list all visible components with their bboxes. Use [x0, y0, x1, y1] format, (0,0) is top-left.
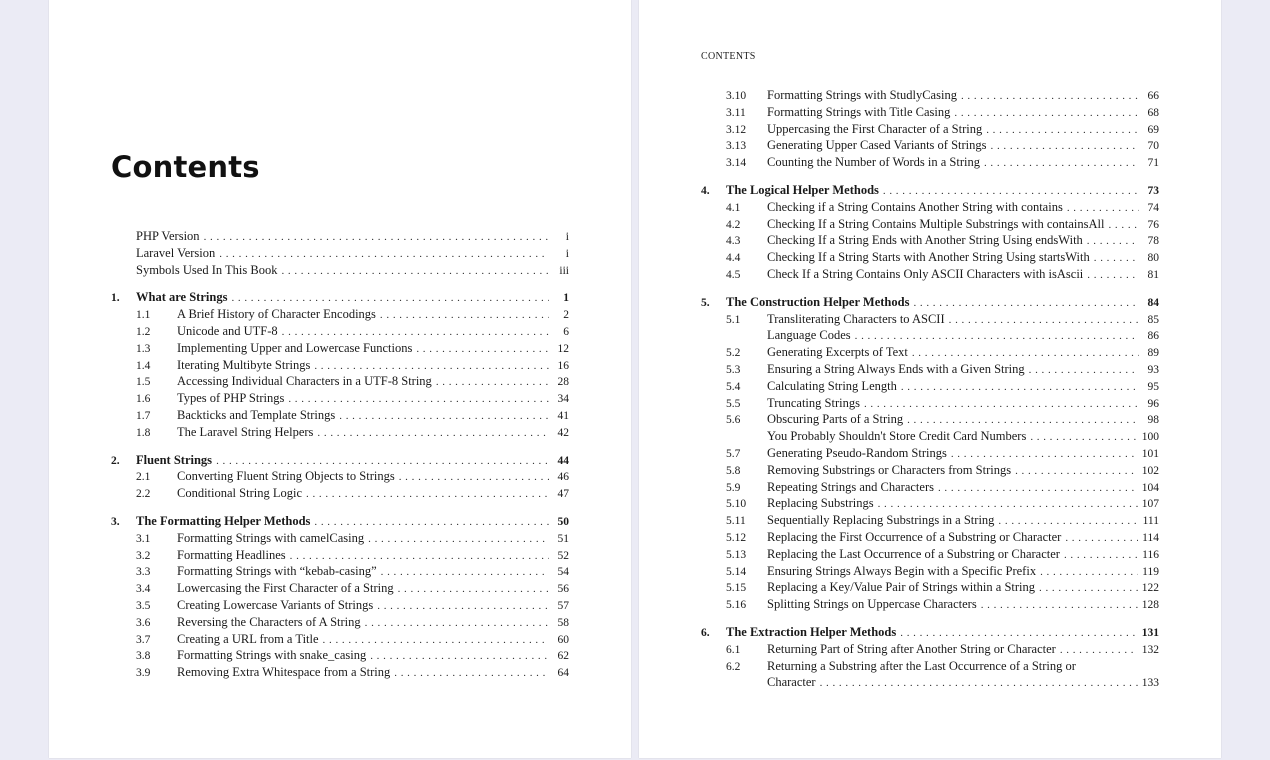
- toc-title: The Extraction Helper Methods: [726, 624, 897, 639]
- toc-title: Checking If a String Contains Multiple Substrings with containsAll: [767, 216, 1105, 231]
- toc-title: A Brief History of Character Encodings: [177, 307, 376, 322]
- toc-leader-dots: [991, 138, 1139, 155]
- toc-number: 4.5: [726, 268, 741, 281]
- toc-page-number: 131: [1141, 626, 1159, 639]
- toc-number: 3.12: [726, 123, 747, 136]
- toc-leader-dots: [377, 598, 549, 615]
- toc-number: 5.8: [726, 464, 741, 477]
- toc-number: 4.1: [726, 201, 741, 214]
- toc-page-number: 85: [1147, 313, 1159, 326]
- toc-number: 5.5: [726, 397, 741, 410]
- toc-number: 5.16: [726, 599, 747, 612]
- toc-entry[interactable]: [111, 485, 569, 502]
- toc-entry[interactable]: [701, 445, 1159, 462]
- toc-leader-dots: [339, 408, 549, 425]
- toc-entry[interactable]: [111, 357, 569, 374]
- toc-number: 5.6: [726, 414, 741, 427]
- toc-number: 3.5: [136, 599, 151, 612]
- toc-leader-dots: [314, 514, 549, 531]
- toc-page-number: 128: [1141, 599, 1159, 612]
- toc-number: 3.6: [136, 616, 151, 629]
- toc-title: Lowercasing the First Character of a String: [177, 581, 394, 596]
- toc-chapter-entry[interactable]: [701, 294, 1159, 311]
- toc-leader-dots: [436, 374, 549, 391]
- toc-title: Removing Extra Whitespace from a String: [177, 665, 391, 680]
- toc-page-number: 76: [1147, 218, 1159, 231]
- toc-number: 4.: [701, 184, 710, 197]
- toc-entry[interactable]: [701, 479, 1159, 496]
- toc-leader-dots: [281, 263, 549, 280]
- toc-title: Creating Lowercase Variants of Strings: [177, 597, 374, 612]
- toc-entry[interactable]: [701, 579, 1159, 596]
- toc-leader-dots: [398, 581, 549, 598]
- toc-page-number: 74: [1147, 201, 1159, 214]
- toc-title: Backticks and Template Strings: [177, 407, 336, 422]
- toc-entry[interactable]: [701, 216, 1159, 233]
- toc-leader-dots: [883, 183, 1139, 200]
- toc-entry[interactable]: [701, 199, 1159, 216]
- toc-chapter-entry[interactable]: [701, 182, 1159, 199]
- toc-title: Counting the Number of Words in a String: [767, 155, 980, 170]
- toc-title: Checking If a String Starts with Another String Using startsWith: [767, 250, 1090, 265]
- toc-number: 1.: [111, 292, 120, 305]
- toc-page-number: 1: [563, 292, 569, 305]
- toc-entry[interactable]: [111, 424, 569, 441]
- toc-leader-dots: [954, 105, 1139, 122]
- toc-title: PHP Version: [136, 229, 200, 243]
- toc-leader-dots: [913, 295, 1139, 312]
- toc-entry[interactable]: [111, 306, 569, 323]
- toc-title: Language Codes: [767, 328, 851, 343]
- toc-leader-dots: [1094, 250, 1139, 267]
- toc-page-number: 64: [557, 667, 569, 680]
- toc-leader-dots: [306, 486, 549, 503]
- toc-page-number: i: [565, 247, 569, 260]
- toc-title: Uppercasing the First Character of a String: [767, 121, 983, 136]
- toc-entry[interactable]: [111, 407, 569, 424]
- toc-spacer: [111, 502, 569, 513]
- toc-page-number: 104: [1141, 481, 1159, 494]
- toc-entry[interactable]: [111, 340, 569, 357]
- toc-number: 3.10: [726, 90, 747, 102]
- toc-title: Formatting Strings with camelCasing: [177, 530, 365, 545]
- toc-title: Replacing the First Occurrence of a Substring or Character: [767, 529, 1062, 544]
- toc-number: 4.4: [726, 252, 741, 265]
- toc-number: 3.4: [136, 583, 151, 596]
- toc-leader-dots: [901, 379, 1139, 396]
- toc-number: 5.9: [726, 481, 741, 494]
- running-head: CONTENTS: [701, 51, 756, 62]
- toc-leader-dots: [1040, 564, 1138, 581]
- toc-page-number: 44: [557, 454, 569, 467]
- toc-leader-dots: [907, 412, 1139, 429]
- toc-page-number: 69: [1147, 123, 1159, 136]
- toc-page-number: 98: [1147, 414, 1159, 427]
- toc-entry[interactable]: [111, 245, 569, 262]
- toc-title: Implementing Upper and Lowercase Functions: [177, 340, 413, 355]
- toc-page-number: 51: [557, 532, 569, 545]
- toc-number: 2.2: [136, 488, 151, 501]
- toc-title: The Formatting Helper Methods: [136, 513, 311, 528]
- toc-entry[interactable]: [111, 580, 569, 597]
- toc-leader-dots: [204, 229, 549, 246]
- toc-leader-dots: [984, 155, 1139, 172]
- toc-number: 5.13: [726, 548, 747, 561]
- toc-leader-dots: [288, 391, 549, 408]
- toc-leader-dots: [1065, 530, 1138, 547]
- toc-page-number: 54: [557, 566, 569, 579]
- toc-title: Checking If a String Ends with Another String Using endsWith: [767, 233, 1083, 248]
- toc-number: 5.4: [726, 380, 741, 393]
- toc-entry[interactable]: [111, 647, 569, 664]
- toc-title: Generating Excerpts of Text: [767, 345, 908, 360]
- toc-page-number: 56: [557, 583, 569, 596]
- toc-number: 5.: [701, 296, 710, 309]
- toc-page-number: 93: [1147, 363, 1159, 376]
- toc-leader-dots: [394, 665, 549, 682]
- toc-number: 4.3: [726, 235, 741, 248]
- toc-entry[interactable]: [111, 664, 569, 681]
- toc-page-number: 62: [557, 650, 569, 663]
- toc-leader-dots: [912, 345, 1139, 362]
- toc-number: 6.1: [726, 643, 741, 656]
- toc-number: 3.1: [136, 532, 151, 545]
- toc-number: 3.3: [136, 566, 151, 579]
- toc-title: Generating Upper Cased Variants of Strings: [767, 138, 987, 153]
- toc-title: You Probably Shouldn't Store Credit Card Numbers: [767, 429, 1027, 444]
- toc-title: Sequentially Replacing Substrings in a String: [767, 513, 995, 528]
- toc-entry[interactable]: [701, 249, 1159, 266]
- toc-title: Fluent Strings: [136, 452, 213, 467]
- toc-leader-dots: [216, 453, 549, 470]
- toc-page-number: 50: [557, 515, 569, 528]
- toc-number: 5.11: [726, 515, 746, 528]
- toc-title: Unicode and UTF-8: [177, 323, 278, 338]
- toc-leader-dots: [365, 615, 549, 632]
- toc-number: 5.1: [726, 313, 741, 326]
- toc-page-number: 16: [557, 359, 569, 372]
- toc-page-number: iii: [559, 264, 569, 277]
- toc-page-number: 2: [563, 309, 569, 322]
- toc-leader-dots: [878, 496, 1138, 513]
- toc-page-number: 96: [1147, 397, 1159, 410]
- toc-page-number: 102: [1141, 464, 1159, 477]
- toc-page-number: 84: [1147, 296, 1159, 309]
- toc-leader-dots: [231, 290, 549, 307]
- toc-entry[interactable]: [701, 311, 1159, 328]
- toc-page-number: 60: [557, 633, 569, 646]
- toc-entry[interactable]: [111, 614, 569, 631]
- toc-entry[interactable]: [111, 530, 569, 547]
- toc-title: Creating a URL from a Title: [177, 631, 319, 646]
- toc-page-number: 41: [557, 409, 569, 422]
- toc-title: Formatting Strings with “kebab-casing”: [177, 564, 377, 579]
- toc-entry[interactable]: [111, 373, 569, 390]
- toc-entry[interactable]: [701, 154, 1159, 171]
- toc-title: Symbols Used In This Book: [136, 262, 278, 277]
- toc-leader-dots: [986, 122, 1139, 139]
- toc-number: 1.8: [136, 426, 151, 439]
- toc-title: Formatting Strings with snake_casing: [177, 648, 367, 663]
- left-page: [49, 0, 631, 758]
- toc-number: 2.: [111, 454, 120, 467]
- toc-page-number: 81: [1147, 268, 1159, 281]
- toc-page-number: 100: [1141, 431, 1159, 444]
- toc-number: 5.10: [726, 498, 747, 511]
- toc-number: 2.1: [136, 471, 151, 484]
- toc-entry[interactable]: [111, 563, 569, 580]
- toc-leader-dots: [938, 480, 1138, 497]
- toc-entry[interactable]: [701, 104, 1159, 121]
- toc-page-number: 58: [557, 616, 569, 629]
- toc-title: Check If a String Contains Only ASCII Characters with isAscii: [767, 266, 1084, 281]
- toc-leader-dots: [1060, 642, 1138, 659]
- toc-leader-dots: [864, 396, 1139, 413]
- toc-leader-dots: [998, 513, 1138, 530]
- toc-entry[interactable]: [111, 597, 569, 614]
- toc-entry[interactable]: [701, 546, 1159, 563]
- toc-number: 1.7: [136, 409, 151, 422]
- toc-page-number: 114: [1142, 531, 1159, 544]
- toc-title: Removing Substrings or Characters from Strings: [767, 462, 1012, 477]
- toc-leader-dots: [370, 648, 549, 665]
- toc-entry[interactable]: [701, 121, 1159, 138]
- toc-number: 3.: [111, 515, 120, 528]
- toc-title: What are Strings: [136, 290, 228, 305]
- toc-leader-dots: [1087, 233, 1139, 250]
- toc-title: Accessing Individual Characters in a UTF-8 String: [177, 374, 432, 389]
- toc-title: Formatting Strings with Title Casing: [767, 104, 951, 119]
- toc-title: Conditional String Logic: [177, 486, 302, 501]
- toc-number: 3.9: [136, 667, 151, 680]
- toc-number: 3.11: [726, 106, 746, 119]
- toc-entry[interactable]: [701, 495, 1159, 512]
- toc-page-number: 101: [1141, 447, 1159, 460]
- toc-page-number: 6: [563, 325, 569, 338]
- toc-entry[interactable]: [701, 462, 1159, 479]
- toc-entry[interactable]: [701, 658, 1159, 675]
- toc-title: Converting Fluent String Objects to Strings: [177, 469, 395, 484]
- toc-entry[interactable]: [701, 529, 1159, 546]
- toc-entry[interactable]: [701, 361, 1159, 378]
- toc-page-number: 89: [1147, 347, 1159, 360]
- toc-leader-dots: [1108, 217, 1139, 234]
- toc-entry-continued[interactable]: [701, 674, 1159, 691]
- toc-number: 6.: [701, 626, 710, 639]
- toc-entry[interactable]: [701, 137, 1159, 154]
- toc-title: Obscuring Parts of a String: [767, 412, 904, 427]
- toc-leader-dots: [416, 341, 549, 358]
- toc-title: Laravel Version: [136, 245, 216, 260]
- toc-leader-dots: [949, 312, 1139, 329]
- toc-leader-dots: [317, 425, 549, 442]
- toc-page-number: 52: [557, 549, 569, 562]
- toc-title: Calculating String Length: [767, 378, 897, 393]
- toc-spacer: [701, 613, 1159, 624]
- toc-title: Returning Part of String after Another String or Character: [767, 641, 1056, 656]
- toc-leader-dots: [1029, 362, 1139, 379]
- toc-title: Types of PHP Strings: [177, 391, 285, 406]
- toc-title: Character: [767, 675, 816, 690]
- toc-title: Transliterating Characters to ASCII: [767, 311, 945, 326]
- toc-leader-dots: [381, 564, 549, 581]
- toc-leader-dots: [1030, 429, 1137, 446]
- toc-spacer: [701, 283, 1159, 294]
- toc-title: Truncating Strings: [767, 395, 860, 410]
- toc-leader-dots: [323, 632, 549, 649]
- toc-number: 1.2: [136, 325, 151, 338]
- toc-number: 3.14: [726, 157, 747, 170]
- toc-page-number: 132: [1141, 643, 1159, 656]
- toc-number: 1.1: [136, 309, 151, 322]
- toc-right: [701, 87, 1159, 691]
- toc-entry[interactable]: [111, 323, 569, 340]
- toc-number: 3.8: [136, 650, 151, 663]
- toc-page-number: 73: [1147, 184, 1159, 197]
- toc-page-number: 42: [557, 426, 569, 439]
- toc-title: Returning a Substring after the Last Occurrence of a String or: [767, 658, 1076, 673]
- toc-entry[interactable]: [111, 390, 569, 407]
- toc-entry[interactable]: [701, 641, 1159, 658]
- toc-leader-dots: [314, 358, 549, 375]
- toc-entry[interactable]: [701, 428, 1159, 445]
- toc-page-number: 46: [557, 471, 569, 484]
- toc-page-number: 78: [1147, 235, 1159, 248]
- toc-title: Ensuring Strings Always Begin with a Specific Prefix: [767, 563, 1037, 578]
- toc-entry[interactable]: [701, 411, 1159, 428]
- toc-entry[interactable]: [701, 512, 1159, 529]
- toc-leader-dots: [961, 88, 1139, 105]
- toc-number: 5.15: [726, 582, 747, 595]
- toc-entry[interactable]: [701, 87, 1159, 104]
- toc-number: 4.2: [726, 218, 741, 231]
- toc-entry[interactable]: [701, 596, 1159, 613]
- toc-leader-dots: [900, 625, 1138, 642]
- toc-page-number: 57: [557, 599, 569, 612]
- toc-leader-dots: [1039, 580, 1138, 597]
- toc-title: Reversing the Characters of A String: [177, 614, 361, 629]
- toc-title: Formatting Strings with StudlyCasing: [767, 88, 957, 102]
- toc-page-number: 111: [1142, 515, 1159, 528]
- toc-entry[interactable]: [111, 468, 569, 485]
- toc-number: 1.3: [136, 342, 151, 355]
- toc-page-number: 70: [1147, 140, 1159, 153]
- toc-entry[interactable]: [701, 232, 1159, 249]
- toc-leader-dots: [855, 328, 1139, 345]
- toc-title: Replacing Substrings: [767, 496, 874, 511]
- toc-page-number: 12: [557, 342, 569, 355]
- right-page: [639, 0, 1221, 758]
- toc-entry[interactable]: [701, 266, 1159, 283]
- toc-chapter-entry[interactable]: [111, 513, 569, 530]
- toc-entry[interactable]: [701, 344, 1159, 361]
- toc-page-number: 119: [1142, 565, 1159, 578]
- toc-leader-dots: [399, 469, 549, 486]
- toc-number: 1.4: [136, 359, 151, 372]
- toc-number: 1.5: [136, 376, 151, 389]
- toc-number: 5.7: [726, 447, 741, 460]
- toc-entry[interactable]: [111, 262, 569, 279]
- toc-title: Repeating Strings and Characters: [767, 479, 934, 494]
- toc-leader-dots: [981, 597, 1138, 614]
- toc-leader-dots: [1015, 463, 1138, 480]
- toc-leader-dots: [368, 531, 549, 548]
- toc-entry[interactable]: [701, 563, 1159, 580]
- toc-page-number: 95: [1147, 380, 1159, 393]
- toc-page-number: 133: [1141, 677, 1159, 690]
- toc-entry[interactable]: [111, 547, 569, 564]
- toc-number: 5.2: [726, 347, 741, 360]
- toc-page-number: 80: [1147, 252, 1159, 265]
- toc-number: 5.12: [726, 531, 747, 544]
- toc-entry[interactable]: [701, 327, 1159, 344]
- toc-title: The Laravel String Helpers: [177, 424, 314, 439]
- toc-page-number: 28: [557, 376, 569, 389]
- toc-leader-dots: [1067, 200, 1139, 217]
- toc-leader-dots: [951, 446, 1138, 463]
- toc-title: Replacing the Last Occurrence of a Substring or Character: [767, 546, 1060, 561]
- toc-title: Replacing a Key/Value Pair of Strings within a String: [767, 580, 1036, 595]
- toc-title: Iterating Multibyte Strings: [177, 357, 311, 372]
- toc-page-number: 66: [1147, 90, 1159, 102]
- toc-title: Checking if a String Contains Another String with contains: [767, 199, 1063, 214]
- toc-page-number: 34: [557, 393, 569, 406]
- toc-leader-dots: [380, 307, 549, 324]
- toc-chapter-entry[interactable]: [111, 289, 569, 306]
- toc-leader-dots: [290, 548, 549, 565]
- toc-number: 3.7: [136, 633, 151, 646]
- toc-spacer: [111, 441, 569, 452]
- toc-spacer: [111, 278, 569, 289]
- toc-entry[interactable]: [701, 378, 1159, 395]
- toc-leader-dots: [219, 246, 549, 263]
- toc-title: The Construction Helper Methods: [726, 294, 910, 309]
- toc-number: 5.3: [726, 363, 741, 376]
- toc-title: Ensuring a String Always Ends with a Given String: [767, 361, 1025, 376]
- toc-title: Splitting Strings on Uppercase Characters: [767, 597, 977, 612]
- toc-page-number: 116: [1142, 548, 1159, 561]
- toc-leader-dots: [1064, 547, 1138, 564]
- toc-number: 6.2: [726, 660, 741, 673]
- toc-page-number: 68: [1147, 106, 1159, 119]
- toc-page-number: 71: [1147, 157, 1159, 170]
- toc-chapter-entry[interactable]: [111, 452, 569, 469]
- toc-leader-dots: [282, 324, 549, 341]
- toc-title: The Logical Helper Methods: [726, 182, 879, 197]
- toc-number: 3.2: [136, 549, 151, 562]
- contents-heading: Contents: [111, 150, 260, 184]
- toc-entry[interactable]: [111, 631, 569, 648]
- toc-number: 3.13: [726, 140, 747, 153]
- toc-page-number: 86: [1147, 330, 1159, 343]
- toc-page-number: 47: [557, 488, 569, 501]
- toc-number: 1.6: [136, 393, 151, 406]
- toc-title: Generating Pseudo-Random Strings: [767, 445, 947, 460]
- toc-entry[interactable]: [111, 228, 569, 245]
- toc-left: [111, 228, 569, 681]
- toc-title: Formatting Headlines: [177, 547, 286, 562]
- toc-page-number: 107: [1141, 498, 1159, 511]
- toc-page-number: i: [565, 231, 569, 243]
- toc-chapter-entry[interactable]: [701, 624, 1159, 641]
- toc-entry[interactable]: [701, 395, 1159, 412]
- toc-leader-dots: [1087, 267, 1139, 284]
- toc-leader-dots: [820, 675, 1138, 692]
- toc-spacer: [701, 171, 1159, 182]
- toc-page-number: 122: [1141, 582, 1159, 595]
- toc-number: 5.14: [726, 565, 747, 578]
